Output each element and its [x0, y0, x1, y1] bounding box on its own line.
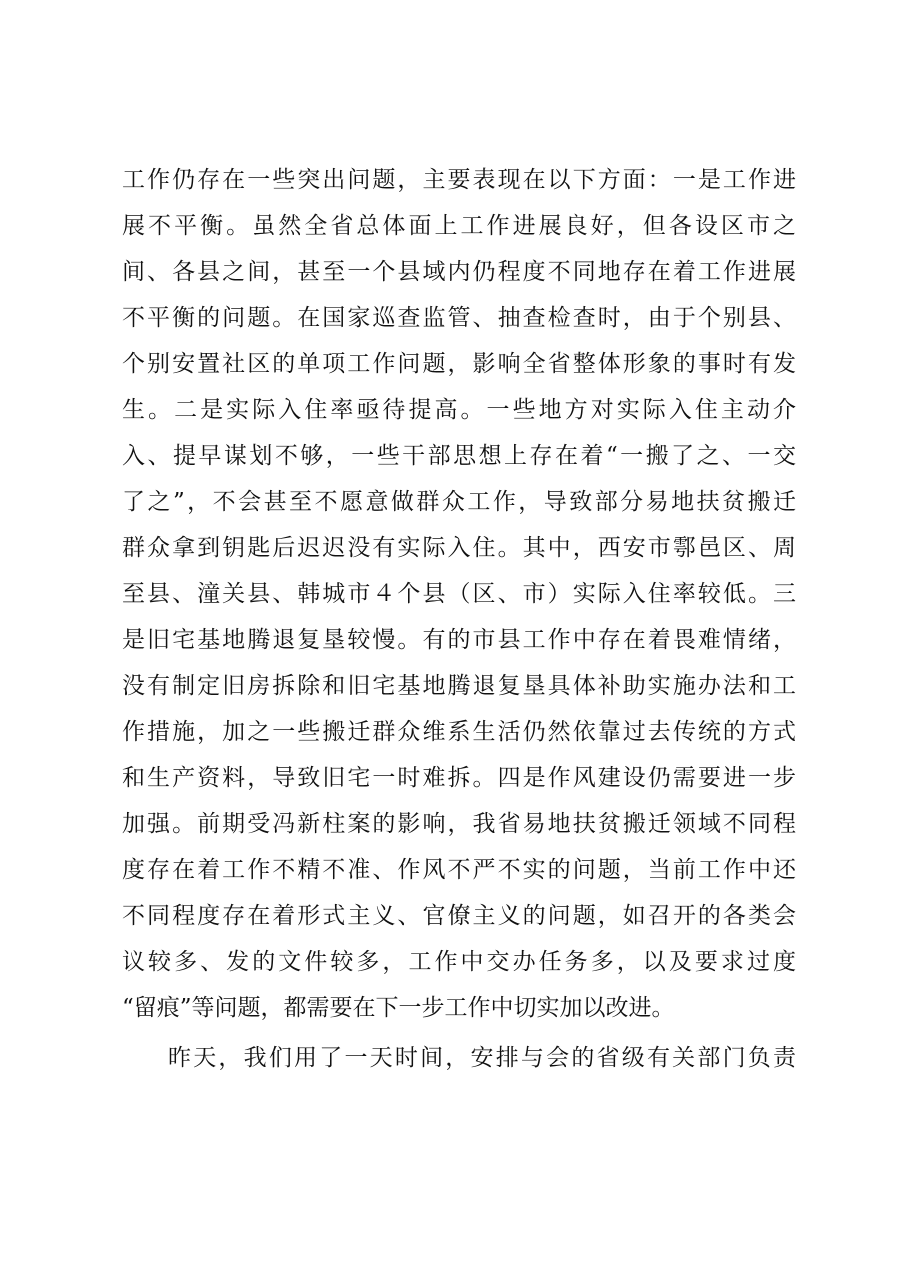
text-line: 工作仍存在一些突出问题，主要表现在以下方面：一是工作进 [122, 167, 796, 193]
text-line: 展不平衡。虽然全省总体面上工作进展良好，但各设区市之 [122, 213, 796, 239]
text-line: 没有制定旧房拆除和旧宅基地腾退复垦具体补助实施办法和工 [122, 673, 796, 699]
text-line: 作措施，加之一些搬迁群众维系生活仍然依靠过去传统的方式 [122, 719, 796, 745]
text-line: 群众拿到钥匙后迟迟没有实际入住。其中，西安市鄠邑区、周 [122, 535, 796, 561]
text-line: 个别安置社区的单项工作问题，影响全省整体形象的事时有发 [122, 351, 796, 377]
paragraph-end-line: “留痕”等问题，都需要在下一步工作中切实加以改进。 [122, 995, 675, 1021]
text-line: 入、提早谋划不够，一些干部思想上存在着“一搬了之、一交 [122, 443, 796, 469]
text-line: 度存在着工作不精不准、作风不严不实的问题，当前工作中还 [122, 857, 796, 883]
text-line: 至县、潼关县、韩城市４个县（区、市）实际入住率较低。三 [122, 581, 796, 607]
text-line: 是旧宅基地腾退复垦较慢。有的市县工作中存在着畏难情绪， [122, 627, 796, 653]
text-line: 生。二是实际入住率亟待提高。一些地方对实际入住主动介 [122, 397, 796, 423]
text-line: 不平衡的问题。在国家巡查监管、抽查检查时，由于个别县、 [122, 305, 796, 331]
text-line: 不同程度存在着形式主义、官僚主义的问题，如召开的各类会 [122, 903, 796, 929]
text-line: 了之”，不会甚至不愿意做群众工作，导致部分易地扶贫搬迁 [122, 489, 796, 515]
text-line: 加强。前期受冯新柱案的影响，我省易地扶贫搬迁领域不同程 [122, 811, 796, 837]
text-line: 和生产资料，导致旧宅一时难拆。四是作风建设仍需要进一步 [122, 765, 796, 791]
text-line: 间、各县之间，甚至一个县域内仍程度不同地存在着工作进展 [122, 259, 796, 285]
paragraph-start-line: 昨天，我们用了一天时间，安排与会的省级有关部门负责 [168, 1045, 796, 1071]
text-line: 议较多、发的文件较多，工作中交办任务多，以及要求过度 [122, 949, 796, 975]
